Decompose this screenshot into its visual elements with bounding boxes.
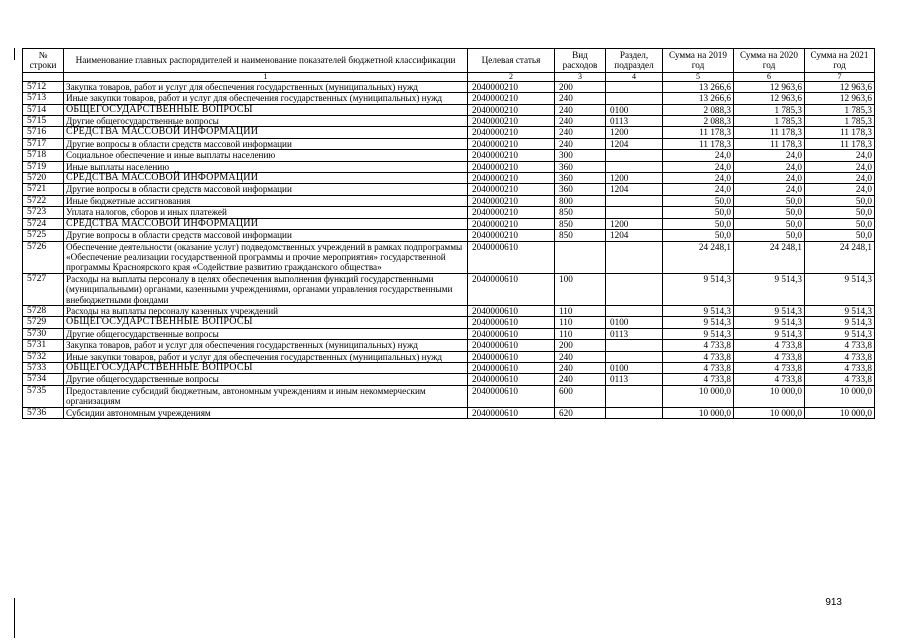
header-name: Наименование главных распорядителей и наименование показателей бюджетной классификации: [64, 49, 468, 73]
table-body: [23, 81, 875, 418]
row-sum-2020: 50,0: [734, 195, 805, 206]
row-sum-2021: 9 514,3: [805, 305, 875, 316]
row-sum-2019: 24,0: [663, 184, 734, 195]
column-index-cell: 1: [64, 72, 468, 81]
row-expense-type: 240: [555, 351, 606, 362]
row-expense-type: 240: [555, 362, 606, 373]
row-section: 0113: [606, 328, 663, 339]
row-target-code: 2040000210: [468, 150, 555, 161]
row-number: 5727: [23, 273, 64, 305]
row-expense-type: 110: [555, 328, 606, 339]
row-sum-2021: 24,0: [805, 184, 875, 195]
row-sum-2019: 24,0: [663, 161, 734, 172]
table-row: [23, 173, 875, 184]
row-number: 5729: [23, 317, 64, 328]
row-name: Расходы на выплаты персоналу в целях обеспечения выполнения функций государственными (муниципальными) органами, казенными учреждениями, органами управления государственными внебюджетными фондами: [64, 273, 468, 305]
row-section: 1204: [606, 138, 663, 149]
row-name: Расходы на выплаты персоналу казенных учреждений: [64, 305, 468, 316]
row-target-code: 2040000610: [468, 385, 555, 407]
row-name: Иные бюджетные ассигнования: [64, 195, 468, 206]
row-sum-2019: 13 266,6: [663, 81, 734, 92]
row-sum-2020: 4 733,8: [734, 362, 805, 373]
row-section: 0113: [606, 116, 663, 127]
column-index-cell: 5: [663, 72, 734, 81]
row-sum-2019: 50,0: [663, 195, 734, 206]
row-sum-2019: 4 733,8: [663, 351, 734, 362]
table-row: [23, 340, 875, 351]
row-name: ОБЩЕГОСУДАРСТВЕННЫЕ ВОПРОСЫ: [64, 104, 468, 115]
row-expense-type: 240: [555, 93, 606, 104]
row-name: Социальное обеспечение и иные выплаты населению: [64, 150, 468, 161]
row-target-code: 2040000210: [468, 161, 555, 172]
row-target-code: 2040000210: [468, 173, 555, 184]
row-sum-2020: 24,0: [734, 161, 805, 172]
row-name: Субсидии автономным учреждениям: [64, 407, 468, 418]
row-expense-type: 110: [555, 305, 606, 316]
row-expense-type: 240: [555, 104, 606, 115]
row-number: 5735: [23, 385, 64, 407]
table-row: [23, 273, 875, 305]
row-name: Другие вопросы в области средств массовой информации: [64, 184, 468, 195]
row-sum-2021: 50,0: [805, 230, 875, 241]
row-section: [606, 340, 663, 351]
row-name: Закупка товаров, работ и услуг для обеспечения государственных (муниципальных) нужд: [64, 340, 468, 351]
row-number: 5717: [23, 138, 64, 149]
row-target-code: 2040000610: [468, 241, 555, 273]
row-sum-2021: 24,0: [805, 173, 875, 184]
row-expense-type: 360: [555, 173, 606, 184]
row-name: Иные закупки товаров, работ и услуг для обеспечения государственных (муниципальных) нужд: [64, 351, 468, 362]
row-sum-2020: 50,0: [734, 230, 805, 241]
row-target-code: 2040000210: [468, 81, 555, 92]
row-sum-2020: 9 514,3: [734, 273, 805, 305]
row-sum-2019: 24,0: [663, 150, 734, 161]
header-sum-2021: Сумма на 2021 год: [805, 49, 875, 73]
left-margin-mark-top: [14, 48, 15, 60]
row-target-code: 2040000610: [468, 305, 555, 316]
row-expense-type: 110: [555, 317, 606, 328]
row-name: Обеспечение деятельности (оказание услуг) подведомственных учреждений в рамках подпрограммы «Обеспечение реализации государственной программы и прочие мероприятия» государственной программы Красноярского края «Содействие развитию гражданского общества»: [64, 241, 468, 273]
row-sum-2019: 24 248,1: [663, 241, 734, 273]
row-number: 5718: [23, 150, 64, 161]
row-section: 0113: [606, 374, 663, 385]
row-name: Закупка товаров, работ и услуг для обеспечения государственных (муниципальных) нужд: [64, 81, 468, 92]
row-sum-2021: 4 733,8: [805, 351, 875, 362]
row-expense-type: 200: [555, 81, 606, 92]
row-number: 5713: [23, 93, 64, 104]
row-name: ОБЩЕГОСУДАРСТВЕННЫЕ ВОПРОСЫ: [64, 317, 468, 328]
row-name: ОБЩЕГОСУДАРСТВЕННЫЕ ВОПРОСЫ: [64, 362, 468, 373]
row-name: Предоставление субсидий бюджетным, автономным учреждениям и иным некоммерческим организациям: [64, 385, 468, 407]
row-expense-type: 600: [555, 385, 606, 407]
row-sum-2020: 1 785,3: [734, 116, 805, 127]
row-name: Другие вопросы в области средств массовой информации: [64, 230, 468, 241]
table-row: [23, 362, 875, 373]
header-vid: Вид расходов: [555, 49, 606, 73]
row-sum-2021: 4 733,8: [805, 362, 875, 373]
row-section: 1204: [606, 230, 663, 241]
row-sum-2019: 10 000,0: [663, 385, 734, 407]
row-sum-2019: 50,0: [663, 218, 734, 229]
row-sum-2021: 1 785,3: [805, 104, 875, 115]
row-target-code: 2040000610: [468, 340, 555, 351]
row-sum-2019: 9 514,3: [663, 305, 734, 316]
row-sum-2019: 2 088,3: [663, 104, 734, 115]
table-row: [23, 305, 875, 316]
row-target-code: 2040000210: [468, 230, 555, 241]
row-name: Другие общегосударственные вопросы: [64, 328, 468, 339]
row-number: 5733: [23, 362, 64, 373]
row-sum-2020: 11 178,3: [734, 138, 805, 149]
row-sum-2020: 50,0: [734, 218, 805, 229]
row-expense-type: 240: [555, 116, 606, 127]
row-expense-type: 360: [555, 184, 606, 195]
row-target-code: 2040000210: [468, 184, 555, 195]
row-section: [606, 195, 663, 206]
row-expense-type: 240: [555, 127, 606, 138]
row-target-code: 2040000210: [468, 127, 555, 138]
row-target-code: 2040000210: [468, 207, 555, 218]
row-section: [606, 81, 663, 92]
row-expense-type: 100: [555, 273, 606, 305]
row-section: [606, 241, 663, 273]
column-index-row: [23, 72, 875, 81]
row-target-code: 2040000610: [468, 407, 555, 418]
row-section: [606, 93, 663, 104]
row-sum-2021: 1 785,3: [805, 116, 875, 127]
row-number: 5719: [23, 161, 64, 172]
row-number: 5736: [23, 407, 64, 418]
table-row: [23, 195, 875, 206]
row-sum-2021: 11 178,3: [805, 138, 875, 149]
table-row: [23, 127, 875, 138]
row-number: 5724: [23, 218, 64, 229]
row-section: [606, 407, 663, 418]
row-number: 5723: [23, 207, 64, 218]
row-number: 5721: [23, 184, 64, 195]
row-sum-2020: 1 785,3: [734, 104, 805, 115]
row-expense-type: 200: [555, 340, 606, 351]
column-index-cell: 2: [468, 72, 555, 81]
row-number: 5731: [23, 340, 64, 351]
row-sum-2021: 4 733,8: [805, 340, 875, 351]
row-sum-2020: 10 000,0: [734, 407, 805, 418]
row-sum-2019: 2 088,3: [663, 116, 734, 127]
row-sum-2020: 24 248,1: [734, 241, 805, 273]
row-section: [606, 385, 663, 407]
row-name: Иные выплаты населению: [64, 161, 468, 172]
row-section: 1200: [606, 127, 663, 138]
row-sum-2020: 24,0: [734, 184, 805, 195]
table-row: [23, 317, 875, 328]
row-expense-type: 240: [555, 374, 606, 385]
table-row: [23, 138, 875, 149]
row-section: [606, 150, 663, 161]
row-target-code: 2040000210: [468, 138, 555, 149]
row-sum-2019: 4 733,8: [663, 374, 734, 385]
row-sum-2021: 9 514,3: [805, 317, 875, 328]
row-number: 5712: [23, 81, 64, 92]
row-name: СРЕДСТВА МАССОВОЙ ИНФОРМАЦИИ: [64, 218, 468, 229]
row-target-code: 2040000610: [468, 317, 555, 328]
table-row: [23, 407, 875, 418]
header-num: № строки: [23, 49, 64, 73]
row-section: [606, 207, 663, 218]
row-name: Другие общегосударственные вопросы: [64, 116, 468, 127]
table-header: [23, 49, 875, 82]
row-sum-2019: 11 178,3: [663, 127, 734, 138]
table-row: [23, 328, 875, 339]
row-section: 1200: [606, 173, 663, 184]
column-index-cell: 3: [555, 72, 606, 81]
row-expense-type: 800: [555, 195, 606, 206]
row-number: 5716: [23, 127, 64, 138]
row-number: 5730: [23, 328, 64, 339]
row-sum-2020: 4 733,8: [734, 374, 805, 385]
budget-table-container: [22, 48, 874, 419]
row-number: 5734: [23, 374, 64, 385]
header-sum-2020: Сумма на 2020 год: [734, 49, 805, 73]
row-target-code: 2040000610: [468, 328, 555, 339]
row-sum-2020: 9 514,3: [734, 328, 805, 339]
row-number: 5725: [23, 230, 64, 241]
left-margin-mark-bottom: [14, 598, 15, 638]
row-number: 5722: [23, 195, 64, 206]
column-index-cell: [23, 72, 64, 81]
row-sum-2021: 24,0: [805, 161, 875, 172]
row-sum-2020: 24,0: [734, 173, 805, 184]
row-sum-2021: 10 000,0: [805, 407, 875, 418]
row-sum-2020: 4 733,8: [734, 340, 805, 351]
row-section: [606, 161, 663, 172]
row-sum-2021: 4 733,8: [805, 374, 875, 385]
row-target-code: 2040000610: [468, 273, 555, 305]
table-row: [23, 207, 875, 218]
row-sum-2020: 10 000,0: [734, 385, 805, 407]
row-sum-2019: 13 266,6: [663, 93, 734, 104]
row-sum-2019: 9 514,3: [663, 328, 734, 339]
row-sum-2021: 9 514,3: [805, 273, 875, 305]
row-sum-2020: 12 963,6: [734, 93, 805, 104]
row-target-code: 2040000210: [468, 195, 555, 206]
row-expense-type: 300: [555, 150, 606, 161]
row-sum-2021: 50,0: [805, 207, 875, 218]
row-sum-2019: 4 733,8: [663, 340, 734, 351]
table-row: [23, 374, 875, 385]
row-sum-2021: 50,0: [805, 218, 875, 229]
row-expense-type: 360: [555, 161, 606, 172]
table-row: [23, 93, 875, 104]
table-row: [23, 351, 875, 362]
row-name: СРЕДСТВА МАССОВОЙ ИНФОРМАЦИИ: [64, 173, 468, 184]
row-expense-type: 850: [555, 218, 606, 229]
row-number: 5732: [23, 351, 64, 362]
row-section: [606, 351, 663, 362]
row-target-code: 2040000610: [468, 374, 555, 385]
row-sum-2021: 9 514,3: [805, 328, 875, 339]
row-sum-2020: 50,0: [734, 207, 805, 218]
column-index-cell: 7: [805, 72, 875, 81]
column-index-cell: 6: [734, 72, 805, 81]
row-sum-2021: 12 963,6: [805, 81, 875, 92]
row-section: [606, 305, 663, 316]
table-row: [23, 230, 875, 241]
row-target-code: 2040000210: [468, 116, 555, 127]
row-sum-2020: 12 963,6: [734, 81, 805, 92]
row-sum-2020: 9 514,3: [734, 317, 805, 328]
row-number: 5714: [23, 104, 64, 115]
row-target-code: 2040000210: [468, 104, 555, 115]
row-sum-2019: 50,0: [663, 230, 734, 241]
row-target-code: 2040000210: [468, 218, 555, 229]
row-sum-2019: 24,0: [663, 173, 734, 184]
row-expense-type: 620: [555, 407, 606, 418]
page-number: 913: [825, 597, 842, 608]
row-expense-type: 850: [555, 207, 606, 218]
column-index-cell: 4: [606, 72, 663, 81]
table-row: [23, 385, 875, 407]
row-sum-2019: 9 514,3: [663, 317, 734, 328]
row-sum-2020: 9 514,3: [734, 305, 805, 316]
row-expense-type: [555, 241, 606, 273]
row-sum-2021: 24 248,1: [805, 241, 875, 273]
row-expense-type: 240: [555, 138, 606, 149]
row-section: 0100: [606, 362, 663, 373]
row-number: 5720: [23, 173, 64, 184]
row-sum-2020: 11 178,3: [734, 127, 805, 138]
row-sum-2020: 24,0: [734, 150, 805, 161]
row-sum-2020: 4 733,8: [734, 351, 805, 362]
header-sum-2019: Сумма на 2019 год: [663, 49, 734, 73]
row-name: Другие вопросы в области средств массовой информации: [64, 138, 468, 149]
row-section: 0100: [606, 104, 663, 115]
table-row: [23, 81, 875, 92]
table-row: [23, 150, 875, 161]
budget-table: [22, 48, 875, 419]
row-number: 5715: [23, 116, 64, 127]
row-name: СРЕДСТВА МАССОВОЙ ИНФОРМАЦИИ: [64, 127, 468, 138]
table-row: [23, 161, 875, 172]
row-section: [606, 273, 663, 305]
row-sum-2021: 10 000,0: [805, 385, 875, 407]
row-sum-2021: 24,0: [805, 150, 875, 161]
row-section: 1200: [606, 218, 663, 229]
row-target-code: 2040000610: [468, 351, 555, 362]
table-row: [23, 184, 875, 195]
table-row: [23, 241, 875, 273]
row-sum-2019: 10 000,0: [663, 407, 734, 418]
row-expense-type: 850: [555, 230, 606, 241]
row-sum-2019: 9 514,3: [663, 273, 734, 305]
header-code: Целевая статья: [468, 49, 555, 73]
table-row: [23, 218, 875, 229]
row-name: Уплата налогов, сборов и иных платежей: [64, 207, 468, 218]
row-target-code: 2040000210: [468, 93, 555, 104]
row-sum-2021: 11 178,3: [805, 127, 875, 138]
row-number: 5726: [23, 241, 64, 273]
row-section: 0100: [606, 317, 663, 328]
row-section: 1204: [606, 184, 663, 195]
row-sum-2019: 4 733,8: [663, 362, 734, 373]
row-name: Другие общегосударственные вопросы: [64, 374, 468, 385]
table-row: [23, 104, 875, 115]
row-number: 5728: [23, 305, 64, 316]
row-target-code: 2040000610: [468, 362, 555, 373]
header-razdel: Раздел, подраздел: [606, 49, 663, 73]
row-sum-2019: 50,0: [663, 207, 734, 218]
row-sum-2021: 12 963,6: [805, 93, 875, 104]
row-name: Иные закупки товаров, работ и услуг для обеспечения государственных (муниципальных) нужд: [64, 93, 468, 104]
row-sum-2021: 50,0: [805, 195, 875, 206]
row-sum-2019: 11 178,3: [663, 138, 734, 149]
